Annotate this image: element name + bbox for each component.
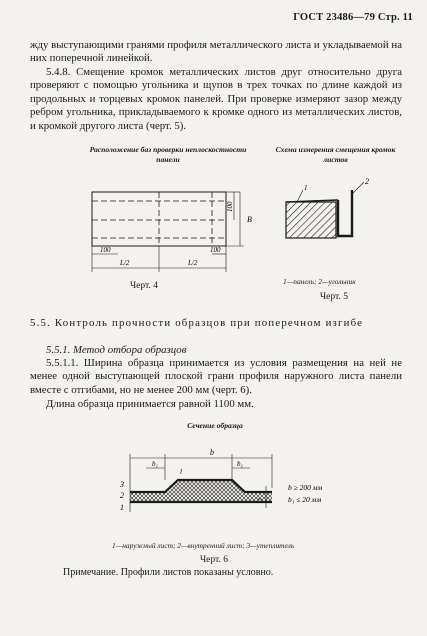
note: Примечание. Профили листов показаны условно. — [63, 567, 274, 578]
fig5-drawing — [270, 172, 380, 262]
paragraph-continuation: жду выступающими гранями профиля металлического листа и укладываемой на них поперечной линейкой. — [30, 39, 402, 65]
fig5-label-1: 1 — [304, 184, 308, 192]
fig6-cond-2: b₁ ≤ 20 мм — [288, 495, 322, 504]
fig6-b1-right: b₁ — [237, 460, 243, 468]
fig4-title: Расположение баз проверки неплоскостности панели — [89, 145, 247, 164]
fig4-dim-100-right: 100 — [226, 201, 234, 212]
paragraph-5-5-1-1: 5.5.1.1. Ширина образца принимается из условия размещения на ней не менее одной выступающей плоской грани профиля наружного листа панели вместе с отгибами, но не менее 200 мм (черт. 6). — [30, 357, 402, 396]
fig6-legend: 1—наружный лист; 2—внутренний лист; 3—утеплитель — [112, 541, 295, 550]
fig6-b: b — [210, 448, 214, 457]
fig6-cond-1: b ≥ 200 мм — [288, 483, 323, 492]
section-5-5-title: 5.5. Контроль прочности образцов при поперечном изгибе — [30, 317, 364, 329]
section-5-5-1-title: 5.5.1. Метод отбора образцов — [46, 344, 187, 356]
fig4-dim-l2-left: L/2 — [120, 259, 130, 267]
fig5-label-2: 2 — [365, 177, 369, 186]
fig5-legend: 1—панель; 2—угольник — [283, 277, 356, 286]
fig6-caption: Черт. 6 — [200, 555, 228, 565]
fig6-num-3: 3 — [120, 480, 124, 489]
fig6-b1-left: b₁ — [152, 460, 158, 468]
fig6-num-2: 2 — [120, 491, 124, 500]
fig6-l-mark: l — [180, 468, 182, 476]
fig5-title: Схема измерения смещения кромок листов — [275, 145, 396, 164]
fig6-l-right: l — [258, 498, 264, 500]
fig4-dim-l2-right: L/2 — [188, 259, 198, 267]
fig5-caption: Черт. 5 — [320, 292, 348, 302]
fig4-dim-100-left: 100 — [100, 246, 111, 254]
fig6-num-1: 1 — [120, 503, 124, 512]
fig4-caption: Черт. 4 — [130, 281, 158, 291]
page-header: ГОСТ 23486—79 Стр. 11 — [293, 12, 413, 23]
paragraph-length: Длина образца принимается равной 1100 мм. — [46, 398, 254, 410]
panel-section — [286, 202, 336, 238]
fig4-drawing — [70, 170, 270, 282]
fig4-dim-B: B — [247, 215, 252, 224]
paragraph-5-4-8: 5.4.8. Смещение кромок металлических листов друг относительно друга проверяют с помощью угольника и щупов в трех точках по длине каждой из продольных и торцевых кромок панелей. При проверке измеряют зазор между ребром угольника, прикладываемого к кромке одного из металлических листов, и кромкой другого листа (черт. 5). — [30, 66, 402, 132]
fig6-drawing — [110, 440, 360, 530]
fig6-title: Сечение образца — [187, 421, 243, 430]
square-profile — [338, 190, 352, 236]
fig4-dim-100-mid: 100 — [210, 246, 221, 254]
